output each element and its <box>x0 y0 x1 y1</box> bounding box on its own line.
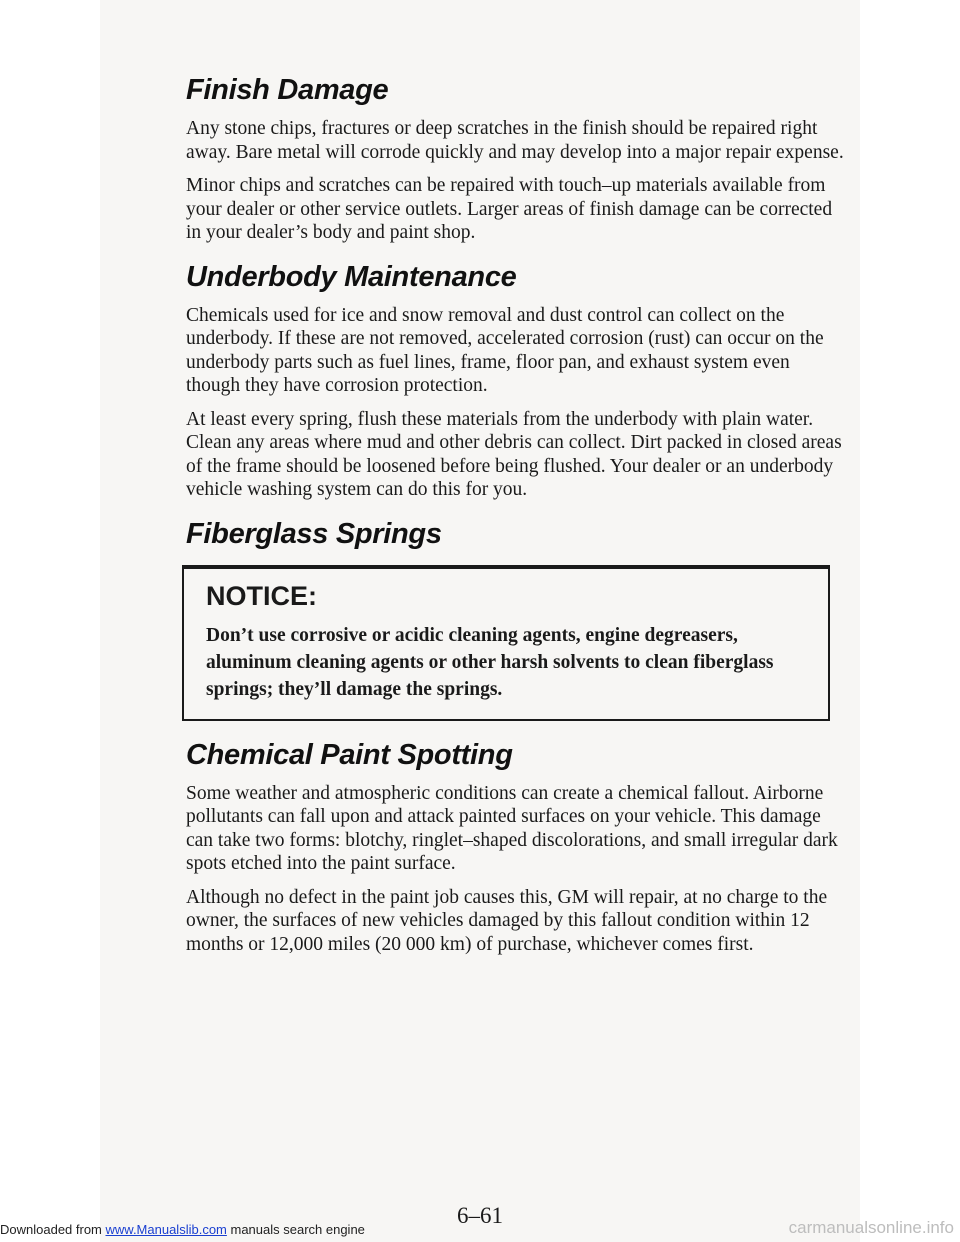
fiberglass-springs-heading: Fiberglass Springs <box>186 517 442 550</box>
finish-damage-paragraph-2: Minor chips and scratches can be repaired with touch–up materials available from your dealer or other service outlets. Larger areas of finish damage can be corrected in your dealer’s body and paint shop. <box>186 175 833 243</box>
finish-damage-heading: Finish Damage <box>186 74 389 106</box>
underbody-paragraph-2: At least every spring, flush these materials from the underbody with plain water. Clean any areas where mud and other debris can collect. Dirt packed in closed areas of the frame should be loosened before being flushed. Your dealer or an underbody vehicle washing system can do this for you. <box>186 408 842 500</box>
underbody-paragraph-1: Chemicals used for ice and snow removal and dust control can collect on the underbody. If these are not removed, accelerated corrosion (rust) can occur on the underbody parts such as fuel lines, frame, floor pan, and exhaust system even though they have corrosion protection. <box>186 304 824 396</box>
notice-title: NOTICE: <box>206 580 317 611</box>
underbody-maintenance-heading: Underbody Maintenance <box>186 260 517 293</box>
banner-prefix: Downloaded from <box>0 1222 106 1237</box>
banner-suffix: manuals search engine <box>226 1222 365 1237</box>
page-content <box>186 74 846 966</box>
page-number: 6–61 <box>457 1203 503 1228</box>
watermark: carmanualsonline.info <box>788 1218 954 1237</box>
chemical-paragraph-1: Some weather and atmospheric conditions can create a chemical fallout. Airborne pollutants can fall upon and attack painted surfaces on your vehicle. This damage can take two forms: blotchy, ringlet–shaped discolorations, and small irregular dark spots etched into the paint surface. <box>186 782 838 874</box>
notice-text: Don’t use corrosive or acidic cleaning agents, engine degreasers, aluminum cleaning agents or other harsh solvents to clean fiberglass springs; they’ll damage the springs. <box>206 624 774 700</box>
download-banner <box>0 1222 365 1237</box>
manual-page <box>100 0 860 1242</box>
manualslib-link[interactable]: www.Manualslib.com <box>105 1222 227 1237</box>
chemical-paint-spotting-heading: Chemical Paint Spotting <box>186 738 513 771</box>
finish-damage-paragraph-1: Any stone chips, fractures or deep scratches in the finish should be repaired right away. Bare metal will corrode quickly and may develop into a major repair expense. <box>186 118 844 163</box>
chemical-paragraph-2: Although no defect in the paint job causes this, GM will repair, at no charge to the owner, the surfaces of new vehicles damaged by this fallout condition within 12 months or 12,000 miles (20 000 km) of purchase, whichever comes first. <box>186 886 828 955</box>
notice-box <box>182 565 830 721</box>
